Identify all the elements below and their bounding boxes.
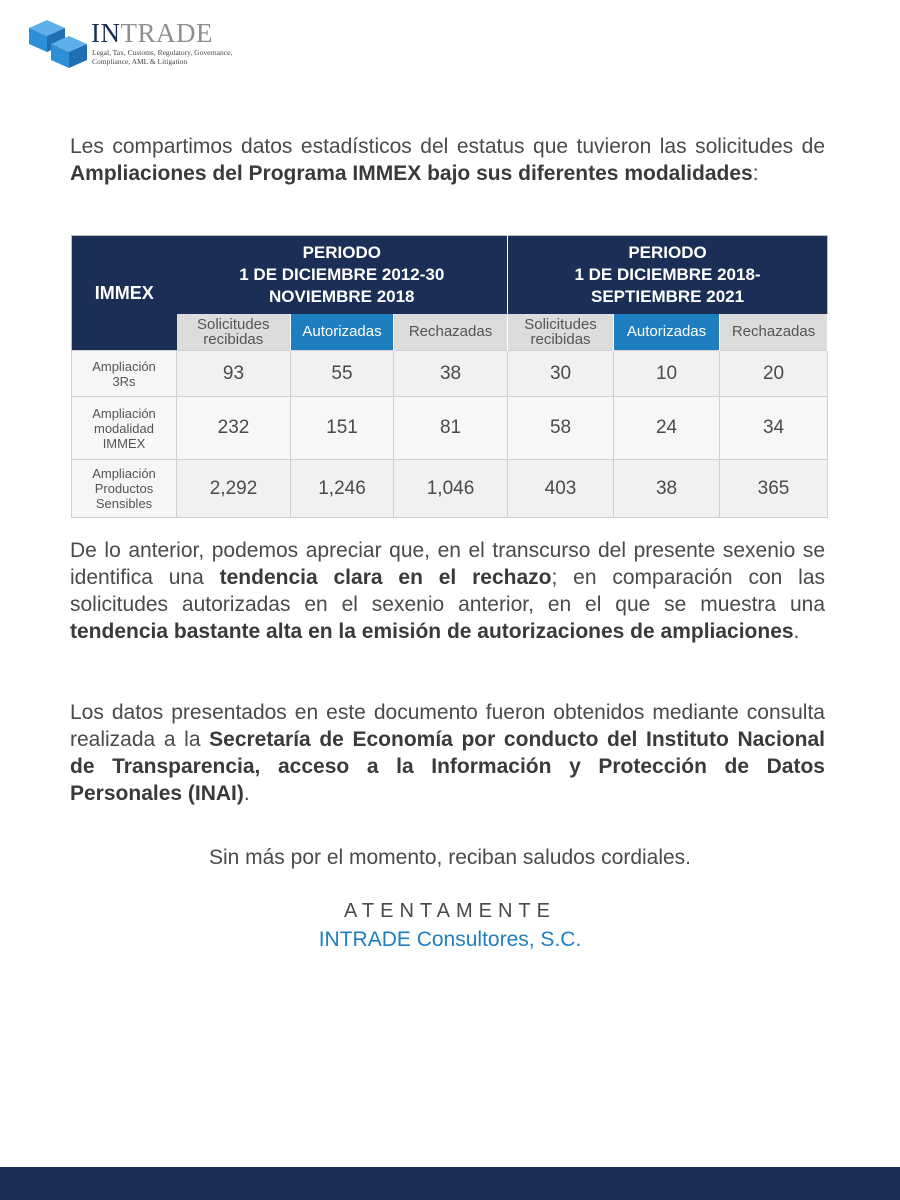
cell-3rs-rejected-p1: 38 — [394, 351, 508, 397]
period-header-2 — [508, 236, 828, 314]
cell-sensibles-approved-p1: 1,246 — [291, 460, 394, 518]
intro-paragraph — [70, 133, 825, 187]
cell-modalidad-received-p2: 58 — [508, 397, 614, 460]
period-header-1 — [177, 236, 508, 314]
analysis-paragraph — [70, 537, 825, 645]
subheader-rejected-2: Rechazadas — [720, 314, 828, 351]
row-label-sensibles-line-1: Ampliación — [92, 466, 156, 481]
company-logo — [27, 18, 257, 73]
logo-tagline-line-1: Legal, Tax, Customs, Regulatory, Governance, — [92, 48, 233, 57]
cell-3rs-received-p2: 30 — [508, 351, 614, 397]
cell-modalidad-rejected-p1: 81 — [394, 397, 508, 460]
row-label-3rs-line-1: Ampliación — [92, 358, 156, 374]
subheader-received-1 — [177, 314, 291, 351]
cell-modalidad-received-p1: 232 — [177, 397, 291, 460]
subheader-received-1-line-2: recibidas — [203, 330, 264, 348]
cell-sensibles-approved-p2: 38 — [614, 460, 720, 518]
period-1-line-2: 1 DE DICIEMBRE 2012-30 — [239, 264, 445, 284]
subheader-received-2-line-1: Solicitudes — [524, 315, 597, 333]
subheader-received-1-line-1: Solicitudes — [196, 315, 270, 333]
table-corner-header: IMMEX — [72, 236, 177, 351]
table-row-sensibles — [72, 460, 828, 518]
row-label-modalidad-line-1: Ampliación — [92, 405, 156, 421]
logo-wordmark — [91, 18, 213, 49]
closing-greeting: Sin más por el momento, reciban saludos cordiales. — [208, 846, 692, 869]
cell-sensibles-received-p1: 2,292 — [177, 460, 291, 518]
cell-3rs-received-p1: 93 — [177, 351, 291, 397]
analysis-text-3: . — [793, 620, 800, 643]
period-2-line-2: 1 DE DICIEMBRE 2018- — [574, 264, 761, 284]
cell-sensibles-received-p2: 403 — [508, 460, 614, 518]
row-label-modalidad-line-3: IMMEX — [102, 435, 146, 451]
logo-tagline-line-2: Compliance, AML & Litigation — [92, 57, 188, 66]
period-2-line-1: PERIODO — [628, 242, 707, 262]
row-label-3rs-line-2: 3Rs — [112, 373, 136, 389]
cell-modalidad-approved-p2: 24 — [614, 397, 720, 460]
closing-signoff: ATENTAMENTE — [344, 900, 556, 922]
subheader-approved-2: Autorizadas — [614, 314, 720, 351]
subheader-rejected-1: Rechazadas — [394, 314, 508, 351]
immex-statistics-table — [71, 235, 828, 518]
row-label-modalidad-line-2: modalidad — [94, 420, 154, 436]
cell-modalidad-approved-p1: 151 — [291, 397, 394, 460]
table-row-modalidad — [72, 397, 828, 460]
row-label-sensibles-line-2: Productos — [94, 481, 154, 496]
period-1-line-1: PERIODO — [302, 242, 381, 262]
table-row-3rs — [72, 351, 828, 397]
subheader-approved-1: Autorizadas — [291, 314, 394, 351]
row-label-3rs — [72, 351, 177, 397]
logo-tagline — [92, 48, 262, 66]
footer-bar — [0, 1167, 900, 1200]
analysis-bold-2: tendencia bastante alta en la emisión de autorizaciones de ampliaciones — [70, 620, 794, 643]
cell-3rs-rejected-p2: 20 — [720, 351, 828, 397]
logo-cubes-icon — [27, 18, 91, 70]
logo-wordmark-accent: IN — [91, 18, 121, 48]
source-bold-1: Secretaría de Economía por conducto del Instituto Nacional de Transparencia, acceso a la Información y Protección de Datos Personales (INAI) — [70, 728, 825, 805]
closing-company: INTRADE Consultores, S.C. — [318, 928, 582, 951]
source-paragraph — [70, 699, 825, 807]
cell-sensibles-rejected-p1: 1,046 — [394, 460, 508, 518]
row-label-sensibles — [72, 460, 177, 518]
source-text-1: Los datos presentados en este documento fueron obtenidos mediante consulta realizada a la — [70, 701, 825, 751]
period-1-line-3: NOVIEMBRE 2018 — [269, 286, 415, 306]
cell-3rs-approved-p2: 10 — [614, 351, 720, 397]
period-2-line-3: SEPTIEMBRE 2021 — [591, 286, 745, 306]
intro-text-2: : — [752, 162, 759, 185]
row-label-sensibles-line-3: Sensibles — [95, 496, 153, 511]
intro-bold-1: Ampliaciones del Programa IMMEX bajo sus diferentes modalidades — [70, 162, 753, 185]
subheader-received-2-line-2: recibidas — [530, 330, 591, 348]
row-label-modalidad — [72, 397, 177, 460]
analysis-bold-1: tendencia clara en el rechazo — [219, 566, 552, 589]
cell-sensibles-rejected-p2: 365 — [720, 460, 828, 518]
logo-wordmark-rest: TRADE — [120, 18, 213, 48]
source-text-2: . — [243, 782, 250, 805]
intro-text-1: Les compartimos datos estadísticos del estatus que tuvieron las solicitudes de — [70, 135, 825, 158]
cell-modalidad-rejected-p2: 34 — [720, 397, 828, 460]
cell-3rs-approved-p1: 55 — [291, 351, 394, 397]
analysis-text-2: ; en comparación con las solicitudes autorizadas en el sexenio anterior, en el que se muestra una — [70, 566, 826, 616]
subheader-received-2 — [508, 314, 614, 351]
analysis-text-1: De lo anterior, podemos apreciar que, en el transcurso del presente sexenio se identifica una — [70, 539, 825, 589]
